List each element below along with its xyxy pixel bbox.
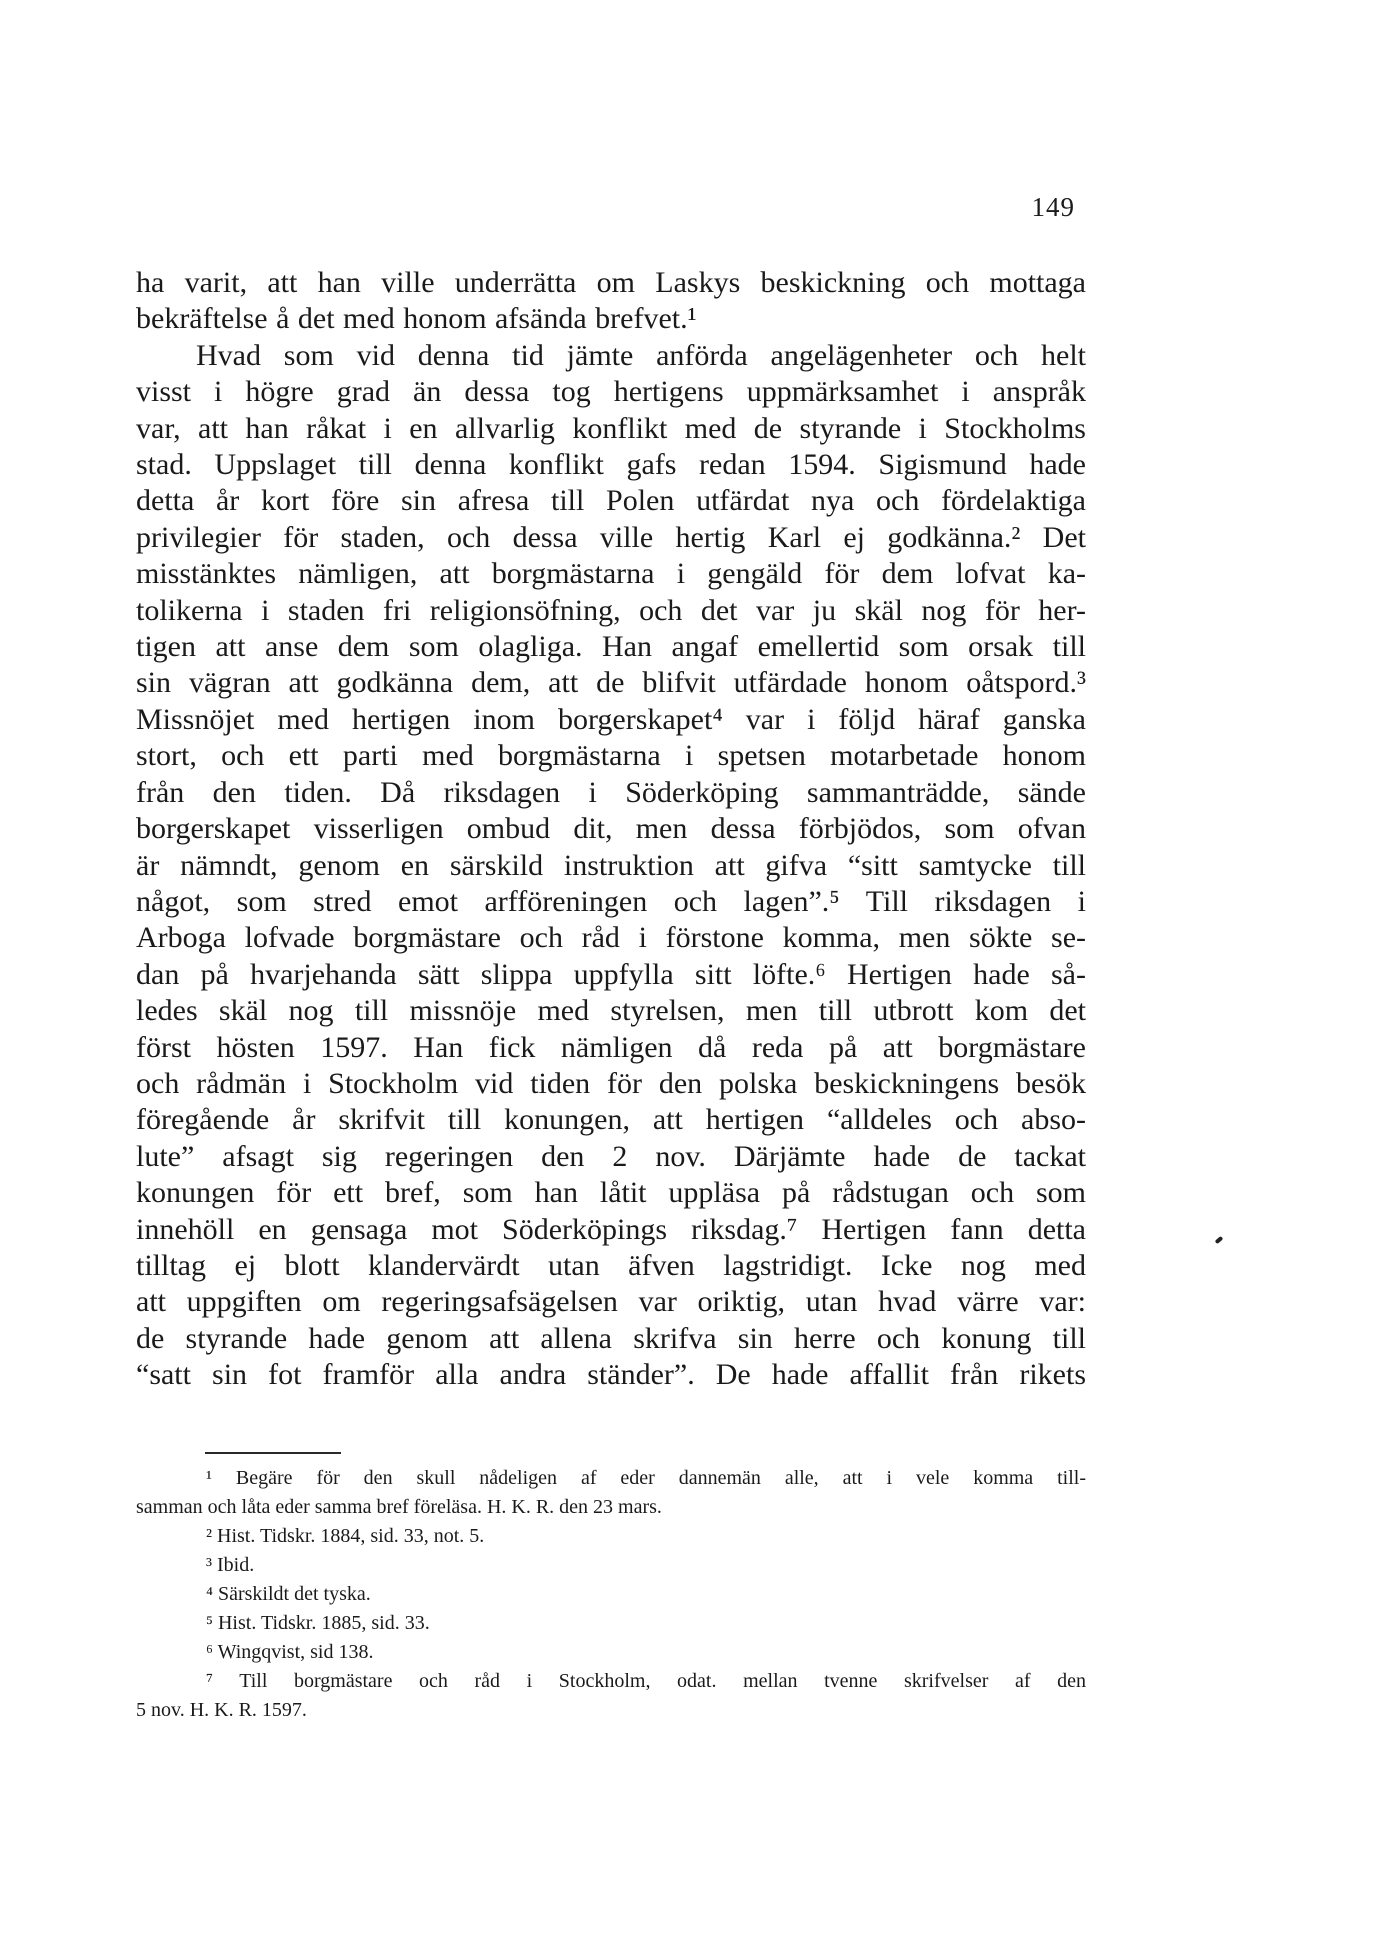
text-line: privilegier för staden, och dessa ville hertig Karl ej godkänna.² Det xyxy=(136,520,1086,554)
text-line: något, som stred emot arfföreningen och lagen”.⁵ Till riksdagen i xyxy=(136,884,1086,918)
text-line: tilltag ej blott klandervärdt utan äfven lagstridigt. Icke nog med xyxy=(136,1248,1086,1282)
footnote-line: ³ Ibid. xyxy=(206,1554,255,1576)
footnote-line: ⁶ Wingqvist, sid 138. xyxy=(206,1641,374,1663)
footnote-line: ¹ Begäre för den skull nådeligen af eder dannemän alle, att i vele komma till- xyxy=(206,1467,1086,1489)
footnote-line: samman och låta eder samma bref föreläsa. H. K. R. den 23 mars. xyxy=(136,1496,662,1518)
text-line: Missnöjet med hertigen inom borgerskapet⁴ var i följd häraf ganska xyxy=(136,702,1086,736)
text-line: och rådmän i Stockholm vid tiden för den polska beskickningens besök xyxy=(136,1066,1086,1100)
text-line: borgerskapet visserligen ombud dit, men dessa förbjödos, som ofvan xyxy=(136,812,1086,846)
text-line: ledes skäl nog till missnöje med styrelsen, men till utbrott kom det xyxy=(136,994,1086,1028)
text-line: tigen att anse dem som olagliga. Han angaf emellertid som orsak till xyxy=(136,630,1086,664)
footnote-line: 5 nov. H. K. R. 1597. xyxy=(136,1699,307,1721)
text-line: stad. Uppslaget till denna konflikt gafs redan 1594. Sigismund hade xyxy=(136,448,1086,482)
text-line: ha varit, att han ville underrätta om Laskys beskickning och mottaga xyxy=(136,266,1086,299)
footnote-divider xyxy=(205,1452,341,1454)
page-number: 149 xyxy=(1031,192,1075,222)
footnotes xyxy=(136,1464,1086,1725)
text-line: först hösten 1597. Han fick nämligen då reda på att borgmästare xyxy=(136,1030,1086,1064)
text-line: dan på hvarjehanda sätt slippa uppfylla sitt löfte.⁶ Hertigen hade så- xyxy=(136,957,1086,991)
text-line: stort, och ett parti med borgmästarna i spetsen motarbetade honom xyxy=(136,739,1086,773)
footnote-line: ⁴ Särskildt det tyska. xyxy=(206,1583,371,1605)
text-line: Hvad som vid denna tid jämte anförda angelägenheter och helt xyxy=(196,338,1086,372)
text-line: är nämndt, genom en särskild instruktion att gifva “sitt samtycke till xyxy=(136,848,1086,882)
text-line: de styrande hade genom att allena skrifva sin herre och konung till xyxy=(136,1321,1086,1355)
footnote-line: ² Hist. Tidskr. 1884, sid. 33, not. 5. xyxy=(206,1525,485,1547)
text-line: lute” afsagt sig regeringen den 2 nov. Därjämte hade de tackat xyxy=(136,1139,1086,1173)
text-line: från den tiden. Då riksdagen i Söderköping sammanträdde, sände xyxy=(136,775,1086,809)
text-line: visst i högre grad än dessa tog hertigens uppmärksamhet i anspråk xyxy=(136,375,1086,409)
text-line: tolikerna i staden fri religionsöfning, och det var ju skäl nog för her- xyxy=(136,593,1086,627)
text-line: misstänktes nämligen, att borgmästarna i gengäld för dem lofvat ka- xyxy=(136,557,1086,591)
text-line: att uppgiften om regeringsafsägelsen var oriktig, utan hvad värre var: xyxy=(136,1285,1086,1319)
body-text xyxy=(136,265,1086,1394)
text-line: konungen för ett bref, som han låtit uppläsa på rådstugan och som xyxy=(136,1176,1086,1210)
text-line: “satt sin fot framför alla andra ständer”. De hade affallit från rikets xyxy=(136,1358,1086,1392)
footnote-line: ⁵ Hist. Tidskr. 1885, sid. 33. xyxy=(206,1612,430,1634)
text-line: föregående år skrifvit till konungen, att hertigen “alldeles och abso- xyxy=(136,1103,1086,1137)
footnote-line: ⁷ Till borgmästare och råd i Stockholm, odat. mellan tvenne skrifvelser af den xyxy=(206,1670,1086,1692)
text-line: Arboga lofvade borgmästare och råd i förstone komma, men sökte se- xyxy=(136,921,1086,955)
text-line: innehöll en gensaga mot Söderköpings riksdag.⁷ Hertigen fann detta xyxy=(136,1212,1086,1246)
stray-ink-mark xyxy=(1215,1236,1224,1244)
text-line: detta år kort före sin afresa till Polen utfärdat nya och fördelaktiga xyxy=(136,484,1086,518)
text-line: var, att han råkat i en allvarlig konflikt med de styrande i Stockholms xyxy=(136,411,1086,445)
text-line: bekräftelse å det med honom afsända brefvet.¹ xyxy=(136,302,697,336)
text-line: sin vägran att godkänna dem, att de blifvit utfärdade honom oåtspord.³ xyxy=(136,666,1086,700)
